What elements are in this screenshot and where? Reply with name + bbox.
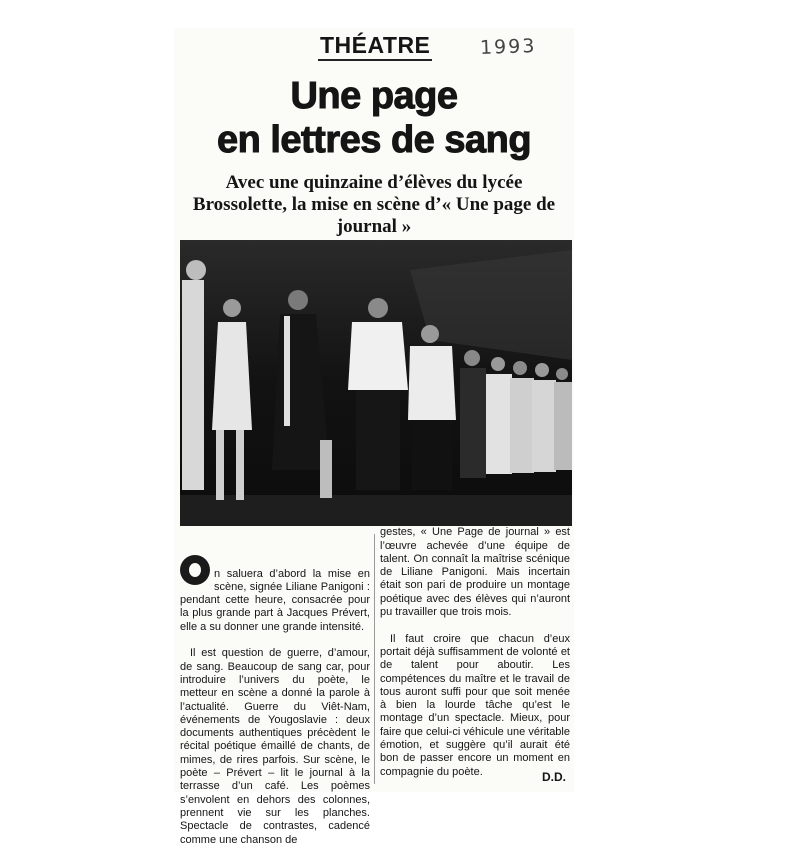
- paragraph: n saluera d’abord la mise en scène, signée Liliane Panigoni : pendant cette heure, consacrée pour la plus grande part à Jacques Prévert, elle a su donner une grande intensité.: [180, 567, 370, 633]
- stage-photo-image: [180, 240, 572, 526]
- subheadline: Avec une quinzaine d’élèves du lycée Brossolette, la mise en scène d’« Une page de journal »: [192, 172, 556, 237]
- author-signature: D.D.: [542, 770, 566, 784]
- paragraph: Il est question de guerre, d’amour, de sang. Beaucoup de sang car, pour introduire l’univers du poète, le metteur en scène a donné la parole à l’actualité. Guerre du Viêt-Nam, événements de Yougoslavie : deux documents authentiques précèdent le récital poétique émaillé de chants, de mimes, de rires parfois. Sur scène, le poète – Prévert – lit le journal à la terrasse d’un café. Les poèmes s’envolent en dehors des colonnes, prennent vie sur les planches. Spectacle de contrastes, cadencé comme une chanson de: [180, 647, 370, 846]
- paragraph: gestes, « Une Page de journal » est l’œuvre achevée d’une équipe de talent. On connaît la maîtrise scénique de Liliane Panigoni. Mais incertain était son pari de produire un montage poétique avec des élèves qui n’auront pu travailler que trois mois.: [380, 526, 570, 619]
- stage-photo: [180, 240, 572, 526]
- handwritten-year: 1993: [479, 35, 537, 59]
- article-column-right: [380, 513, 570, 792]
- paragraph: Il faut croire que chacun d’eux portait déjà suffisamment de volonté et de talent pour aboutir. Les compétences du maître et le travail de tous auront suffi pour que soit menée à bien la lourde tâche qu’est le montage d’un spectacle. Mieux, pour faire que celui-ci véhicule une véritable émotion, et suggère qu’il aurait été bon de passer encore un moment en compagnie du poète.: [380, 632, 570, 778]
- headline-line-1: Une page: [290, 75, 458, 117]
- headline: [174, 74, 574, 162]
- headline-line-2: en lettres de sang: [216, 119, 532, 161]
- column-divider: [374, 534, 375, 784]
- section-rubric: THÉATRE: [318, 32, 432, 61]
- article-column-left: [180, 541, 370, 860]
- newspaper-clipping: [174, 28, 574, 846]
